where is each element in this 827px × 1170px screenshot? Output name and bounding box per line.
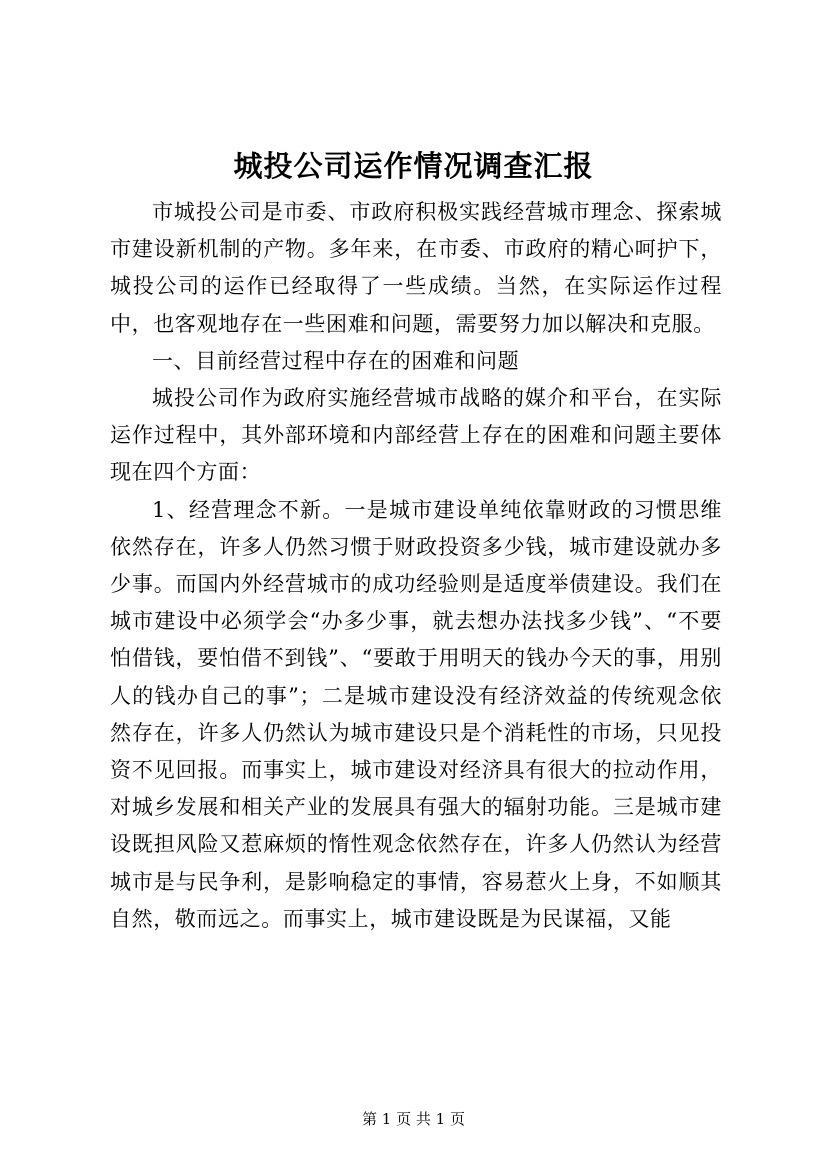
section-heading: 一、目前经营过程中存在的困难和问题 [152, 348, 520, 373]
document-body [110, 194, 722, 938]
paragraph-intro: 市城投公司是市委、市政府积极实践经营城市理念、探索城市建设新机制的产物。多年来，在市委、市政府的精心呵护下，城投公司的运作已经取得了一些成绩。当然，在实际运作过程中，也客观地存在一些困难和问题，需要努力加以解决和克服。 [110, 200, 722, 336]
page-footer: 第 1 页 共 1 页 [362, 1110, 465, 1128]
paragraph-point-1: 1、经营理念不新。一是城市建设单纯依靠财政的习惯思维依然存在，许多人仍然习惯于财政投资多少钱，城市建设就办多少事。而国内外经营城市的成功经验则是适度举债建设。我们在城市建设中必须学会“办多少事，就去想办法找多少钱”、“不要怕借钱，要怕借不到钱”、“要敢于用明天的钱办今天的事，用别人的钱办自己的事”；二是城市建设没有经济效益的传统观念依然存在，许多人仍然认为城市建设只是个消耗性的市场，只见投资不见回报。而事实上，城市建设对经济具有很大的拉动作用，对城乡发展和相关产业的发展具有强大的辐射功能。三是城市建设既担风险又惹麻烦的惰性观念依然存在，许多人仍然认为经营城市是与民争利，是影响稳定的事情，容易惹火上身，不如顺其自然，敬而远之。而事实上，城市建设既是为民谋福，又能 [110, 497, 722, 931]
paragraph-overview: 城投公司作为政府实施经营城市战略的媒介和平台，在实际运作过程中，其外部环境和内部经营上存在的困难和问题主要体现在四个方面： [110, 386, 722, 485]
document-title: 城投公司运作情况调查汇报 [233, 149, 594, 183]
